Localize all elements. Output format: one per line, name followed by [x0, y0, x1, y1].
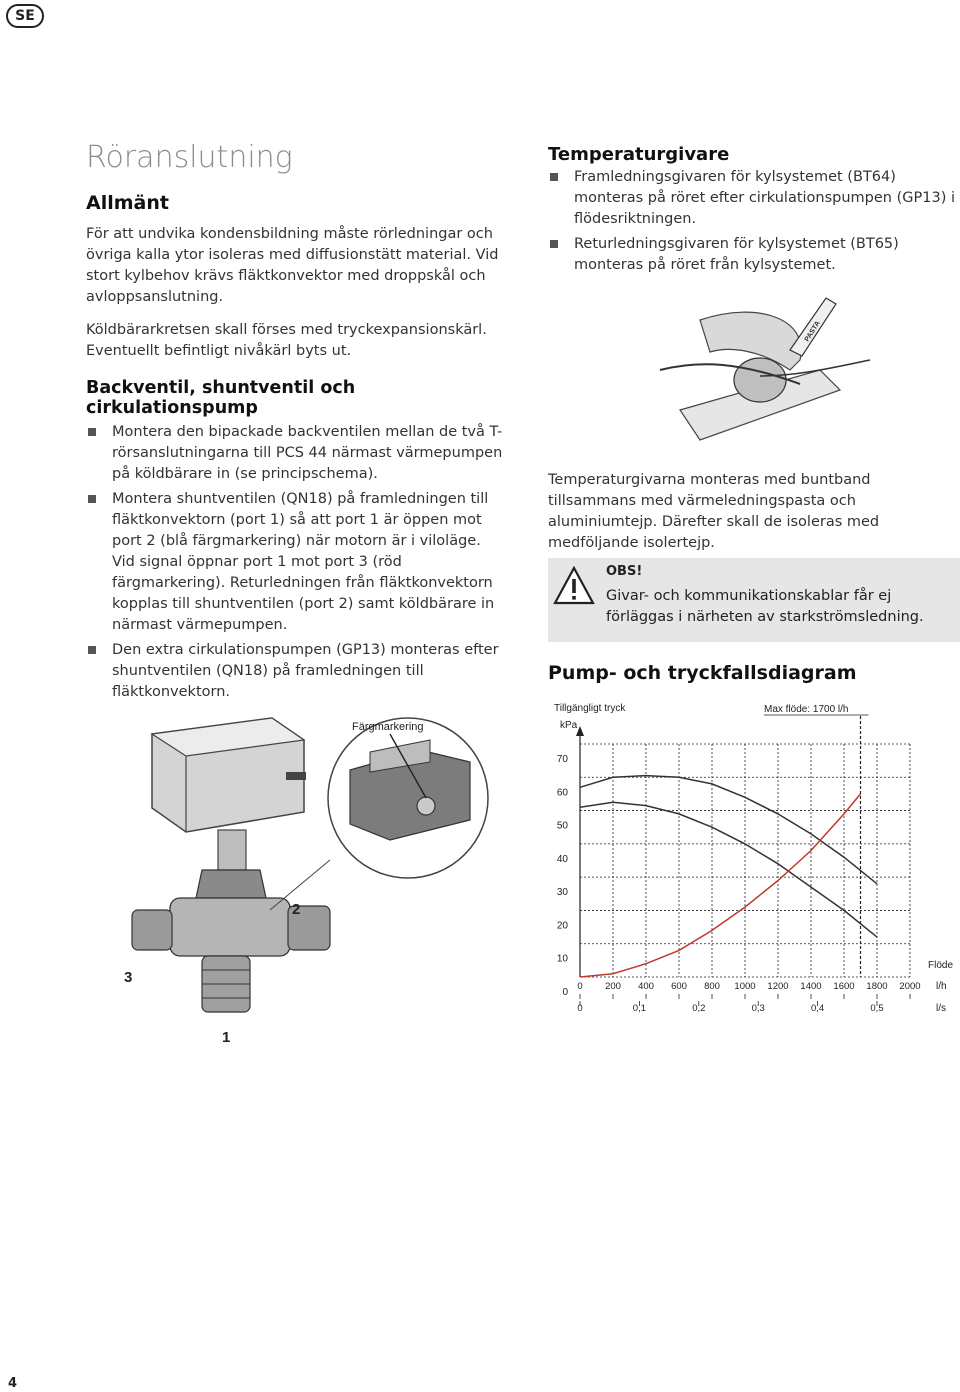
series-line-1 — [580, 776, 877, 884]
x-tick-label: 400 — [638, 981, 654, 992]
max-flow-label: Max flöde: 1700 l/h — [764, 704, 849, 715]
x-axis-unit: l/h — [936, 981, 947, 992]
x-axis-label: Flöde — [928, 960, 954, 971]
y-tick-label: 70 — [556, 754, 568, 765]
paragraph-allmant-2: Köldbärarkretsen skall förses med tryckexpansionskärl. Eventuellt befintligt nivåkärl byts ut. — [86, 322, 487, 359]
label-port-2: 2 — [292, 901, 301, 918]
y-tick-label: 20 — [556, 920, 568, 932]
list-item: Montera den bipackade backventilen mellan de två T-rörsanslutningarna till PCS 44 närmast värmepumpen på köldbärare in (se principschema). — [86, 422, 506, 485]
x2-tick-label: 0,1 — [632, 1003, 647, 1014]
x2-tick-label: 0,4 — [810, 1003, 825, 1014]
x-tick-label: 1000 — [734, 981, 756, 992]
list-item: Montera shuntventilen (QN18) på framledningen till fläktkonvektorn (port 1) så att port 1 är öppen mot port 2 (blå färgmarkering) när motorn är i viloläge. Vid signal öppnar port 1 mot port 3 (röd färgmarkering). Returledningen från fläktkonvektorn kopplas till shuntventilen (port 2) samt köldbärare in närmast värmepumpen. — [86, 489, 506, 636]
label-port-3: 3 — [124, 969, 133, 986]
language-badge: SE — [6, 4, 44, 28]
x-tick-label: 1400 — [800, 981, 822, 992]
x2-tick-label: 0,2 — [692, 1003, 706, 1014]
y-tick-label: 60 — [556, 787, 568, 799]
page-number: 4 — [8, 1376, 18, 1391]
bullet-square-icon — [550, 240, 558, 248]
y-tick-label: 40 — [556, 853, 568, 865]
x-tick-label: 1200 — [767, 981, 789, 992]
bullet-square-icon — [88, 495, 96, 503]
bullet-square-icon — [550, 173, 558, 181]
x-tick-label: 2000 — [899, 981, 921, 992]
note-text: Givar- och kommunikationskablar får ej förläggas i närheten av starkströmsledning. — [606, 588, 924, 625]
x2-tick-label: 0,3 — [751, 1003, 765, 1014]
y-tick-label: 50 — [556, 820, 568, 832]
x-tick-label: 0 — [577, 981, 583, 992]
list-item: Framledningsgivaren för kylsystemet (BT64) monteras på röret efter cirkulationspumpen (GP13) i flödesriktningen. — [548, 167, 960, 230]
x-tick-label: 1800 — [866, 981, 888, 992]
x2-tick-label: 0 — [577, 1003, 583, 1014]
section-heading-backventil: Backventil, shuntventil och cirkulationspump — [86, 378, 356, 418]
section-temperaturgivare — [548, 144, 960, 280]
label-port-1: 1 — [222, 1029, 231, 1046]
bullet-square-icon — [88, 428, 96, 436]
bullet-square-icon — [88, 646, 96, 654]
section-backventil — [86, 378, 506, 707]
series-line-3 — [580, 794, 861, 977]
x2-tick-label: 0,5 — [870, 1003, 884, 1014]
x2-axis-unit: l/s — [936, 1003, 946, 1014]
page-title: Röranslutning — [86, 140, 293, 175]
x-tick-label: 600 — [671, 981, 687, 992]
y-tick-label: 10 — [556, 953, 568, 965]
list-item: Returledningsgivaren för kylsystemet (BT65) monteras på röret från kylsystemet. — [548, 234, 960, 276]
note-title: OBS! — [606, 564, 643, 579]
y-tick-label: 30 — [556, 887, 568, 899]
y-axis-label: Tillgängligt tryck — [554, 703, 626, 714]
series-line-2 — [580, 802, 877, 937]
x-tick-label: 200 — [605, 981, 621, 992]
section-heading-diagram: Pump- och tryckfallsdiagram — [548, 662, 857, 684]
section-heading-allmant: Allmänt — [86, 192, 169, 214]
bullet-list-backventil — [86, 422, 506, 703]
warning-triangle-icon — [553, 566, 595, 606]
sensor-mounting-illustration — [640, 290, 880, 450]
y-axis-unit: kPa — [560, 720, 578, 731]
section-heading-temperaturgivare: Temperaturgivare — [548, 144, 730, 165]
section-allmant — [86, 192, 506, 362]
paste-tube-label: PASTA — [803, 320, 822, 344]
list-item: Den extra cirkulationspumpen (GP13) monteras efter shuntventilen (QN18) på framledningen till fläktkonvektorn. — [86, 640, 506, 703]
bullet-list-temperaturgivare — [548, 167, 960, 276]
x-tick-label: 800 — [704, 981, 720, 992]
paragraph-allmant-1: För att undvika kondensbildning måste rörledningar och övriga kalla ytor isoleras med diffusionstätt material. Vid stort kylbehov krävs fläktkonvektor med droppskål och avloppsanslutning. — [86, 226, 499, 305]
label-color-marking: Färgmarkering — [352, 721, 424, 733]
y-tick-label: 0 — [562, 987, 568, 998]
x-tick-label: 1600 — [833, 981, 855, 992]
paragraph-temperaturgivare: Temperaturgivarna monteras med buntband tillsammans med värmeledningspasta och aluminiumtejp. Därefter skall de isoleras med medföljande isolertejp. — [548, 472, 880, 551]
pump-pressure-chart — [540, 696, 960, 1026]
shunt-valve-illustration — [90, 700, 530, 1060]
